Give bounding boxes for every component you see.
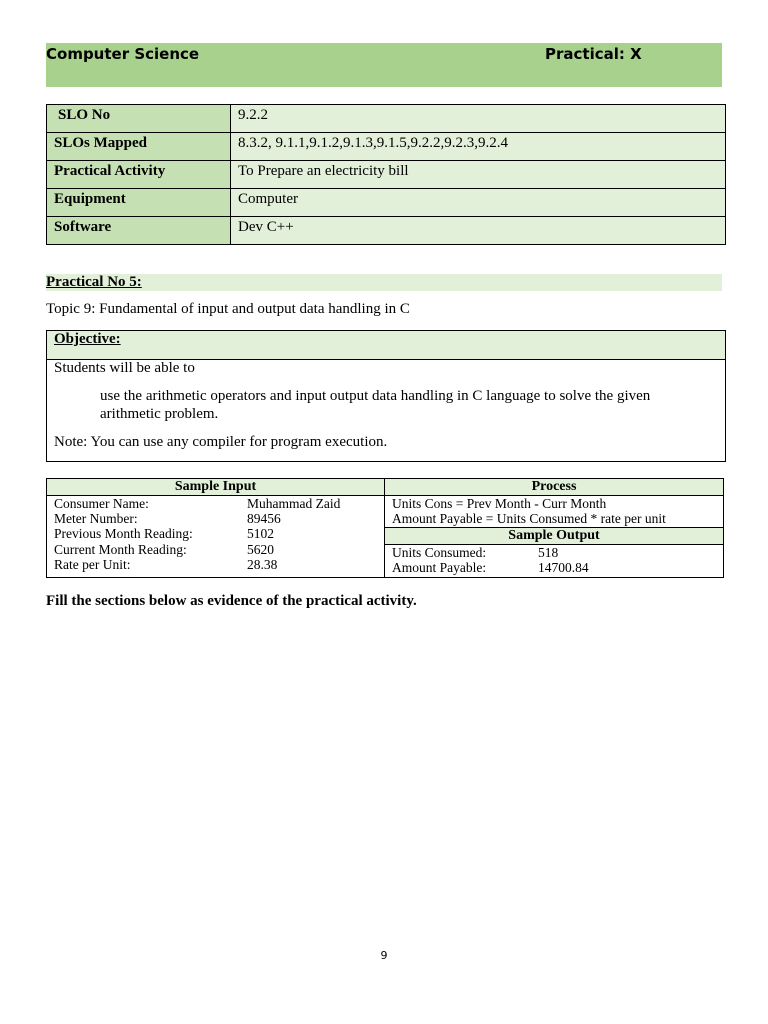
- subject-title: Computer Science: [46, 45, 200, 63]
- page-number: 9: [380, 949, 388, 962]
- slo-table: [46, 104, 726, 245]
- practical-label: Practical: X: [545, 45, 642, 63]
- output-value: 14700.84: [538, 560, 589, 575]
- table-row: [47, 189, 726, 217]
- slo-key: Equipment: [47, 189, 231, 217]
- output-label: Units Consumed:: [392, 545, 487, 560]
- slo-key: SLOs Mapped: [47, 133, 231, 161]
- slo-key: Software: [47, 217, 231, 245]
- objective-item: use the arithmetic operators and input output data handling in C language to solve the given arithmetic problem.: [100, 388, 651, 422]
- process-line: Amount Payable = Units Consumed * rate per unit: [392, 511, 666, 526]
- input-label: Rate per Unit:: [54, 557, 131, 572]
- input-row: [54, 526, 274, 541]
- input-value: 5620: [247, 542, 274, 557]
- header-bar: [46, 43, 722, 87]
- table-row: [47, 133, 726, 161]
- input-row: [54, 557, 278, 572]
- output-row: [392, 560, 589, 575]
- input-row: [54, 511, 281, 526]
- topic-line: Topic 9: Fundamental of input and output data handling in C: [46, 301, 410, 317]
- input-label: Consumer Name:: [54, 496, 149, 511]
- process-output-section: [385, 479, 723, 577]
- slo-value: Computer: [231, 189, 726, 217]
- input-value: 28.38: [247, 557, 278, 572]
- objective-header: [47, 331, 725, 360]
- table-row: [47, 161, 726, 189]
- objective-box: [46, 330, 726, 462]
- slo-value: To Prepare an electricity bill: [231, 161, 726, 189]
- input-row: [54, 496, 341, 511]
- sample-input-heading: Sample Input: [47, 479, 384, 496]
- process-line: Units Cons = Prev Month - Curr Month: [392, 496, 607, 511]
- output-label: Amount Payable:: [392, 560, 487, 575]
- output-value: 518: [538, 545, 559, 560]
- output-row: [392, 545, 559, 560]
- slo-value: Dev C++: [231, 217, 726, 245]
- slo-key: SLO No: [47, 105, 231, 133]
- table-row: [47, 217, 726, 245]
- input-value: Muhammad Zaid: [247, 496, 341, 511]
- objective-heading: Objective:: [54, 331, 121, 347]
- practical-title: Practical No 5:: [46, 274, 142, 290]
- input-value: 89456: [247, 511, 281, 526]
- sample-output-heading: Sample Output: [385, 527, 723, 545]
- instruction-text: Fill the sections below as evidence of the practical activity.: [46, 593, 417, 609]
- objective-intro: Students will be able to: [54, 360, 195, 376]
- slo-key: Practical Activity: [47, 161, 231, 189]
- table-row: [47, 105, 726, 133]
- sample-input-section: [47, 479, 385, 577]
- process-heading: Process: [385, 479, 723, 496]
- sample-table: [46, 478, 724, 578]
- input-row: [54, 542, 274, 557]
- slo-value: 9.2.2: [231, 105, 726, 133]
- practical-title-bar: [46, 274, 722, 291]
- input-label: Meter Number:: [54, 511, 138, 526]
- slo-value: 8.3.2, 9.1.1,9.1.2,9.1.3,9.1.5,9.2.2,9.2.3,9.2.4: [231, 133, 726, 161]
- objective-note: Note: You can use any compiler for program execution.: [54, 434, 388, 450]
- input-value: 5102: [247, 526, 274, 541]
- input-label: Previous Month Reading:: [54, 526, 193, 541]
- input-label: Current Month Reading:: [54, 542, 187, 557]
